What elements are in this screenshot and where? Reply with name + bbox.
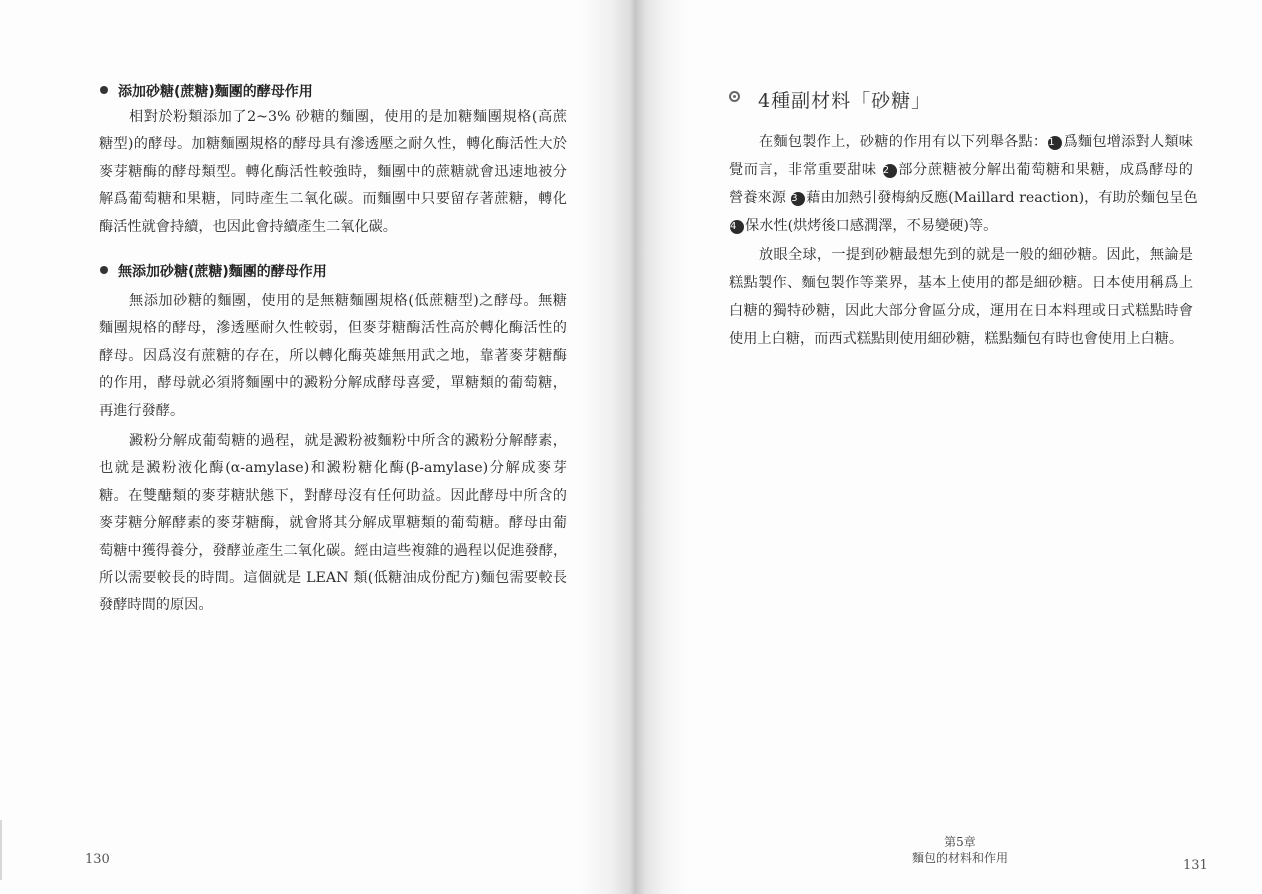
bullet-icon xyxy=(100,266,108,274)
text-line: 無添加砂糖的麵團，使用的是無糖麵團規格(低蔗糖型)之酵母。無糖 xyxy=(129,293,567,309)
number-marker: 1 xyxy=(1048,136,1062,150)
bullet-icon xyxy=(100,86,108,94)
page-number-right: 131 xyxy=(1183,858,1208,873)
text-line: 營養來源 3 藉由加熱引發梅納反應(Maillard reaction)，有助於麵包呈色 xyxy=(729,190,1198,206)
section-heading: 無添加砂糖(蔗糖)麵團的酵母作用 xyxy=(100,262,570,282)
text-line: 麥芽糖分解酵素的麥芽糖酶，就會將其分解成單糖類的葡萄糖。酵母由葡 xyxy=(99,515,567,532)
text-line: 的作用，酵母就必須將麵團中的澱粉分解成酵母喜愛，單糖類的葡萄糖， xyxy=(99,375,567,392)
text-line: 解爲葡萄糖和果糖，同時產生二氧化碳。而麵團中只要留存著蔗糖，轉化 xyxy=(99,191,567,208)
text-line: 糖。在雙醣類的麥芽糖狀態下，對酵母沒有任何助益。因此酵母中所含的 xyxy=(99,487,567,504)
running-footer xyxy=(905,834,1015,866)
text-line: 糕點製作、麵包製作等業界，基本上使用的都是細砂糖。日本使用稱爲上 xyxy=(729,275,1193,291)
number-marker: 3 xyxy=(791,192,805,206)
text-line: 麵團規格的酵母，滲透壓耐久性較弱，但麥芽糖酶活性高於轉化酶活性的 xyxy=(99,320,567,337)
target-icon xyxy=(729,91,740,102)
text-line: 4 保水性(烘烤後口感潤澤，不易變硬)等。 xyxy=(730,218,998,234)
text-line: 澱粉分解成葡萄糖的過程，就是澱粉被麵粉中所含的澱粉分解酵素， xyxy=(129,433,567,449)
text-line: 相對於粉類添加了2~3% 砂糖的麵團，使用的是加糖麵團規格(高蔗 xyxy=(129,109,567,125)
sugar-functions-paragraph xyxy=(729,128,1198,240)
footer-title: 麵包的材料和作用 xyxy=(911,851,1008,865)
sugar-types-paragraph xyxy=(729,241,1193,353)
text-line: 酶活性就會持續，也因此會持續產生二氧化碳。 xyxy=(99,218,397,235)
text-line: 放眼全球，一提到砂糖最想先到的就是一般的細砂糖。因此，無論是 xyxy=(759,247,1193,263)
number-marker: 4 xyxy=(730,220,744,234)
section2-paragraph-1 xyxy=(99,288,567,425)
text-line: 發酵時間的原因。 xyxy=(99,597,213,614)
text-line: 萄糖中獲得養分，發酵並產生二氧化碳。經由這些複雜的過程以促進發酵， xyxy=(99,542,568,559)
text-line: 在麵包製作上，砂糖的作用有以下列舉各點：1 爲麵包增添對人類味 xyxy=(759,134,1193,150)
text-line: 酵母。因爲沒有蔗糖的存在，所以轉化酶英雄無用武之地，靠著麥芽糖酶 xyxy=(99,347,567,364)
text-line: 也就是澱粉液化酶(α-amylase)和澱粉糖化酶(β-amylase)分解成麥芽 xyxy=(99,460,567,477)
section2-paragraph-2 xyxy=(99,428,567,620)
page-edge xyxy=(0,820,2,880)
text-line: 糖型)的酵母。加糖麵團規格的酵母具有滲透壓之耐久性，轉化酶活性大於 xyxy=(99,136,567,153)
text-line: 白糖的獨特砂糖，因此大部分會區分成，運用在日本料理或日式糕點時會 xyxy=(729,303,1193,319)
footer-chapter: 第5章 xyxy=(944,835,976,849)
text-line: 所以需要較長的時間。這個就是 LEAN 類(低糖油成份配方)麵包需要較長 xyxy=(99,570,567,587)
section1-paragraph xyxy=(99,104,567,241)
text-line: 覺而言，非常重要甜味 2 部分蔗糖被分解出葡萄糖和果糖，成爲酵母的 xyxy=(729,162,1193,178)
chapter-section-title: 4種副材料「砂糖」 xyxy=(758,90,932,112)
text-line: 使用上白糖，而西式糕點則使用細砂糖，糕點麵包有時也會使用上白糖。 xyxy=(729,331,1184,347)
text-line: 再進行發酵。 xyxy=(99,402,185,419)
page-number-left: 130 xyxy=(85,852,110,867)
section-heading: 添加砂糖(蔗糖)麵團的酵母作用 xyxy=(100,82,570,102)
number-marker: 2 xyxy=(883,164,897,178)
text-line: 麥芽糖酶的酵母類型。轉化酶活性較強時，麵團中的蔗糖就會迅速地被分 xyxy=(99,163,567,180)
